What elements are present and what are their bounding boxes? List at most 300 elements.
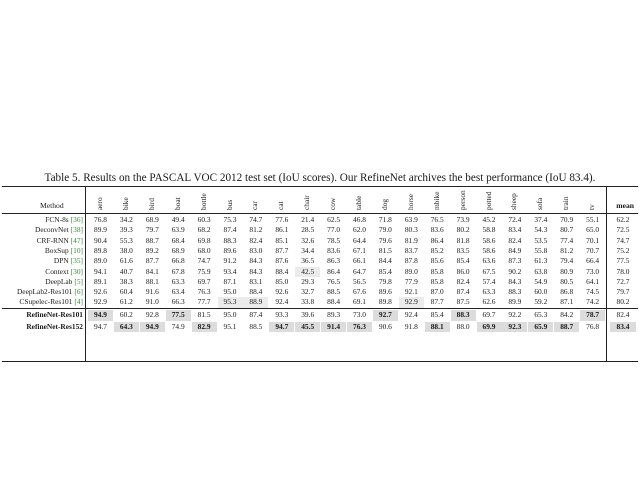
value-cell: 74.5 [586, 287, 600, 297]
value-cell: 86.8 [560, 287, 574, 297]
column-header [277, 187, 287, 213]
value-cell: 60.0 [534, 287, 548, 297]
method-citation: [6] [74, 287, 83, 297]
value-cell: 80.3 [404, 225, 418, 235]
value-cell: 75.3 [223, 215, 237, 224]
column-header [200, 187, 210, 213]
value-cell: 76.5 [327, 276, 341, 286]
value-cell: 76.3 [347, 322, 372, 333]
value-cell: 63.3 [171, 276, 185, 286]
value-cell: 88.7 [554, 322, 579, 333]
method-citation: [38] [70, 225, 83, 235]
value-cell: 63.9 [404, 215, 418, 224]
value-cell: 68.9 [145, 215, 159, 224]
value-cell: 89.3 [327, 310, 341, 319]
column-header [251, 187, 261, 213]
value-cell: 92.9 [94, 297, 107, 307]
value-cell: 81.5 [197, 310, 211, 319]
value-cell: 87.4 [456, 287, 470, 297]
column-header [562, 187, 572, 213]
column-header [588, 187, 598, 213]
column-header-label: bottle [198, 193, 208, 210]
results-table [2, 186, 638, 362]
value-cell: 87.0 [430, 287, 444, 297]
value-cell: 55.1 [586, 215, 600, 224]
value-cell: 94.7 [94, 321, 107, 331]
value-cell: 88.3 [223, 235, 237, 245]
value-cell: 92.8 [145, 310, 159, 319]
column-header [174, 187, 184, 213]
column-header [355, 187, 365, 213]
table-row [2, 246, 638, 257]
value-cell: 83.5 [456, 245, 470, 255]
value-cell: 89.2 [145, 245, 159, 255]
table-row [2, 225, 638, 236]
method-citation: [4] [74, 297, 83, 307]
value-cell: 70.9 [560, 215, 574, 224]
value-cell: 90.4 [94, 235, 107, 245]
value-cell: 76.5 [430, 215, 444, 224]
method-header: Method [40, 201, 64, 210]
table-row [2, 297, 638, 308]
column-header [459, 187, 469, 213]
value-cell: 79.0 [378, 225, 392, 235]
value-cell: 88.7 [145, 235, 159, 245]
value-cell: 91.4 [321, 322, 346, 333]
value-cell: 77.5 [166, 310, 191, 321]
column-header [96, 187, 106, 213]
value-cell: 77.4 [560, 235, 574, 245]
column-header-label: chair [302, 195, 312, 210]
mean-cell: 62.2 [616, 215, 630, 224]
value-cell: 90.2 [508, 266, 522, 276]
value-cell: 85.4 [430, 310, 444, 319]
table-caption: Table 5. Results on the PASCAL VOC 2012 test set (IoU scores). Our RefineNet archives the best performance (IoU 83.4). [44, 172, 596, 184]
value-cell: 95.1 [223, 321, 237, 331]
column-header-label: horse [405, 193, 415, 210]
mean-cell: 78.0 [616, 266, 630, 276]
column-header-label: bus [224, 199, 234, 210]
value-cell: 87.4 [223, 225, 237, 235]
value-cell: 63.4 [171, 287, 185, 297]
value-cell: 67.1 [353, 245, 366, 255]
column-header [536, 187, 546, 213]
method-name: BoxSup [44, 245, 69, 255]
value-cell: 85.4 [378, 266, 392, 276]
value-cell: 70.1 [586, 235, 600, 245]
method-cell [2, 236, 83, 247]
mean-header: mean [616, 201, 634, 210]
value-cell: 64.1 [586, 276, 600, 286]
column-header-label: table [354, 195, 363, 210]
value-cell: 89.8 [378, 297, 392, 307]
value-cell: 88.9 [243, 297, 268, 308]
value-cell: 21.4 [301, 215, 315, 224]
value-cell: 34.2 [119, 215, 133, 224]
value-cell: 77.0 [327, 225, 341, 235]
value-cell: 88.4 [249, 287, 263, 297]
value-cell: 86.1 [275, 225, 289, 235]
method-name: DeepLab [45, 276, 73, 286]
value-cell: 82.4 [249, 235, 263, 245]
value-cell: 58.6 [482, 235, 496, 245]
value-cell: 69.7 [482, 310, 496, 319]
column-header [226, 187, 236, 213]
value-cell: 92.4 [275, 297, 289, 307]
value-cell: 72.4 [508, 215, 522, 224]
value-cell: 88.1 [145, 276, 159, 286]
column-header-label: dog [379, 198, 389, 210]
value-cell: 45.2 [482, 215, 496, 224]
method-cell [2, 297, 83, 308]
value-cell: 40.7 [119, 266, 133, 276]
value-cell: 62.5 [327, 215, 341, 224]
value-cell: 60.2 [119, 310, 133, 319]
column-header [381, 187, 391, 213]
value-cell: 88.0 [456, 321, 470, 331]
value-cell: 86.0 [456, 266, 470, 276]
value-cell: 77.6 [275, 215, 289, 224]
value-cell: 65.9 [528, 322, 553, 333]
value-cell: 67.5 [482, 266, 496, 276]
value-cell: 84.2 [560, 310, 574, 319]
method-name: RefineNet-Res152 [26, 321, 83, 331]
value-cell: 89.0 [94, 256, 107, 266]
value-cell: 73.9 [456, 215, 470, 224]
value-cell: 88.4 [327, 297, 341, 307]
value-cell: 80.7 [560, 225, 574, 235]
value-cell: 55.8 [534, 245, 548, 255]
value-cell: 81.9 [404, 235, 418, 245]
value-cell: 54.3 [534, 225, 548, 235]
column-header [303, 187, 313, 213]
value-cell: 94.9 [140, 322, 165, 333]
value-cell: 57.4 [482, 276, 496, 286]
column-header [510, 187, 520, 213]
value-cell: 87.6 [275, 256, 289, 266]
value-cell: 39.6 [301, 310, 315, 319]
method-cell [2, 267, 83, 278]
method-cell [2, 322, 83, 333]
column-header-label: bird [146, 198, 156, 210]
value-cell: 62.0 [353, 225, 366, 235]
value-cell: 89.9 [508, 297, 522, 307]
value-cell: 85.1 [275, 235, 289, 245]
value-cell: 42.5 [295, 267, 320, 278]
value-cell: 84.1 [145, 266, 159, 276]
value-cell: 87.7 [275, 245, 289, 255]
value-cell: 61.6 [119, 256, 133, 266]
column-header [329, 187, 339, 213]
method-citation: [47] [70, 235, 83, 245]
method-cell [2, 256, 83, 267]
column-header-label: tv [587, 204, 597, 210]
column-header-label: train [561, 196, 571, 210]
value-cell: 64.3 [114, 322, 139, 333]
mean-cell: 80.2 [616, 297, 630, 307]
method-name: FCN-8s [45, 215, 69, 224]
value-cell: 85.2 [430, 245, 444, 255]
column-header-label: person [457, 190, 467, 210]
value-cell: 79.4 [560, 256, 574, 266]
value-cell: 84.3 [249, 256, 263, 266]
value-cell: 81.2 [249, 225, 263, 235]
value-cell: 78.7 [580, 310, 605, 321]
value-cell: 67.6 [353, 287, 366, 297]
value-cell: 87.8 [404, 256, 418, 266]
table-row [2, 256, 638, 267]
value-cell: 39.3 [119, 225, 133, 235]
column-header [122, 187, 132, 213]
value-cell: 60.3 [197, 215, 211, 224]
value-cell: 56.5 [353, 276, 366, 286]
value-cell: 94.1 [94, 266, 107, 276]
value-cell: 86.4 [327, 266, 341, 276]
value-cell: 88.3 [508, 287, 522, 297]
value-cell: 81.8 [456, 235, 470, 245]
value-cell: 87.3 [508, 256, 522, 266]
value-cell: 78.5 [327, 235, 341, 245]
value-cell: 71.8 [378, 215, 392, 224]
mean-cell: 75.2 [616, 245, 630, 255]
table-row [2, 310, 638, 321]
value-cell: 34.4 [301, 245, 315, 255]
method-cell [2, 215, 83, 226]
value-cell: 58.6 [482, 245, 496, 255]
method-cell [2, 277, 83, 288]
value-cell: 86.4 [430, 235, 444, 245]
value-cell: 91.0 [145, 297, 159, 307]
value-cell: 69.8 [197, 235, 211, 245]
column-header-label: sofa [535, 197, 545, 210]
value-cell: 83.6 [327, 245, 341, 255]
table-row [2, 215, 638, 226]
method-name: DeepLab2-Res101 [16, 287, 73, 297]
value-cell: 91.6 [145, 287, 159, 297]
column-header [407, 187, 417, 213]
value-cell: 80.9 [560, 266, 574, 276]
method-citation: [35] [70, 256, 83, 266]
value-cell: 92.2 [508, 310, 522, 319]
table-header [2, 187, 638, 214]
value-cell: 37.4 [534, 215, 548, 224]
value-cell: 85.0 [275, 276, 289, 286]
value-cell: 83.4 [508, 225, 522, 235]
value-cell: 85.8 [430, 266, 444, 276]
table-row [2, 236, 638, 247]
value-cell: 74.9 [171, 321, 185, 331]
value-cell: 81.5 [378, 245, 392, 255]
column-divider-method [85, 187, 86, 361]
value-cell: 82.4 [508, 235, 522, 245]
method-name: DeconvNet [35, 225, 69, 235]
value-cell: 64.4 [353, 235, 366, 245]
value-cell: 95.0 [223, 287, 237, 297]
value-cell: 84.3 [508, 276, 522, 286]
value-cell: 75.9 [197, 266, 211, 276]
value-cell: 69.1 [353, 297, 366, 307]
value-cell: 87.5 [456, 297, 470, 307]
column-header-label: cow [328, 197, 338, 210]
value-cell: 91.2 [223, 256, 237, 266]
value-cell: 92.9 [399, 297, 424, 308]
method-name: CSupelec-Res101 [19, 297, 73, 307]
value-cell: 53.5 [534, 235, 548, 245]
value-cell: 85.8 [430, 276, 444, 286]
column-header-label: potted [483, 191, 493, 210]
value-cell: 92.6 [275, 287, 289, 297]
value-cell: 66.1 [353, 256, 366, 266]
value-cell: 84.3 [249, 266, 263, 276]
value-cell: 46.8 [353, 215, 366, 224]
value-cell: 60.4 [119, 287, 133, 297]
value-cell: 85.4 [456, 256, 470, 266]
value-cell: 94.9 [88, 310, 113, 321]
column-header-label: car [250, 200, 260, 210]
value-cell: 73.0 [586, 266, 600, 276]
value-cell: 93.3 [275, 310, 289, 319]
value-cell: 92.3 [502, 322, 527, 333]
value-cell: 89.6 [223, 245, 237, 255]
value-cell: 28.5 [301, 225, 315, 235]
value-cell: 89.0 [404, 266, 418, 276]
value-cell: 65.3 [534, 310, 548, 319]
value-cell: 87.1 [560, 297, 574, 307]
column-header [485, 187, 495, 213]
mean-cell: 72.7 [616, 276, 630, 286]
value-cell: 77.9 [404, 276, 418, 286]
value-cell: 76.8 [94, 215, 107, 224]
value-cell: 88.5 [327, 287, 341, 297]
value-cell: 79.7 [145, 225, 159, 235]
table-row [2, 322, 638, 333]
mean-cell: 83.4 [610, 322, 636, 333]
value-cell: 63.8 [534, 266, 548, 276]
value-cell: 92.6 [94, 287, 107, 297]
value-cell: 83.7 [404, 245, 418, 255]
value-cell: 95.0 [223, 310, 237, 319]
value-cell: 73.0 [353, 310, 366, 319]
value-cell: 32.6 [301, 235, 315, 245]
method-cell [2, 310, 83, 321]
value-cell: 84.4 [378, 256, 392, 266]
value-cell: 61.3 [534, 256, 548, 266]
value-cell: 69.9 [477, 322, 502, 333]
value-cell: 83.6 [430, 225, 444, 235]
value-cell: 66.8 [171, 256, 185, 266]
mean-cell: 74.7 [616, 235, 630, 245]
mean-cell: 79.7 [616, 287, 630, 297]
method-citation: [36] [70, 215, 83, 224]
value-cell: 92.7 [373, 310, 398, 321]
value-cell: 92.1 [404, 287, 418, 297]
value-cell: 65.0 [586, 225, 600, 235]
method-name: CRF-RNN [36, 235, 69, 245]
value-cell: 89.8 [94, 245, 107, 255]
value-cell: 92.4 [404, 310, 418, 319]
value-cell: 38.3 [119, 276, 133, 286]
value-cell: 63.6 [482, 256, 496, 266]
value-cell: 76.8 [586, 321, 600, 331]
value-cell: 45.5 [295, 322, 320, 333]
value-cell: 93.4 [223, 266, 237, 276]
value-cell: 89.9 [94, 225, 107, 235]
value-cell: 76.3 [197, 287, 211, 297]
column-header-label: cat [276, 201, 286, 210]
method-citation: [5] [74, 276, 83, 286]
column-header-label: sheep [509, 193, 519, 210]
value-cell: 90.6 [378, 321, 392, 331]
value-cell: 84.9 [508, 245, 522, 255]
column-header [433, 187, 443, 213]
value-cell: 77.7 [197, 297, 211, 307]
value-cell: 68.9 [171, 245, 185, 255]
value-cell: 91.8 [404, 321, 418, 331]
value-cell: 29.3 [301, 276, 315, 286]
value-cell: 85.6 [430, 256, 444, 266]
column-header-label: mbike [431, 191, 441, 210]
value-cell: 80.5 [560, 276, 574, 286]
value-cell: 69.7 [197, 276, 211, 286]
value-cell: 38.0 [119, 245, 133, 255]
table-row [2, 277, 638, 288]
value-cell: 66.4 [586, 256, 600, 266]
method-name: Context [45, 266, 69, 276]
value-cell: 81.2 [560, 245, 574, 255]
method-name: RefineNet-Res101 [26, 310, 83, 319]
section-divider [2, 308, 638, 309]
value-cell: 79.8 [378, 276, 392, 286]
value-cell: 55.3 [119, 235, 133, 245]
method-name: DPN [53, 256, 69, 266]
value-cell: 49.4 [171, 215, 185, 224]
value-cell: 68.4 [171, 235, 185, 245]
column-header-label: aero [95, 197, 104, 210]
value-cell: 82.9 [192, 322, 217, 333]
value-cell: 63.9 [171, 225, 185, 235]
value-cell: 80.2 [456, 225, 470, 235]
value-cell: 87.1 [223, 276, 237, 286]
value-cell: 68.0 [197, 245, 211, 255]
value-cell: 74.2 [586, 297, 600, 307]
value-cell: 95.3 [218, 297, 243, 308]
value-cell: 36.5 [301, 256, 315, 266]
column-header-label: boat [172, 197, 182, 210]
value-cell: 67.8 [171, 266, 185, 276]
value-cell: 88.5 [249, 321, 263, 331]
value-cell: 61.2 [119, 297, 133, 307]
value-cell: 62.6 [482, 297, 496, 307]
value-cell: 59.2 [534, 297, 548, 307]
value-cell: 63.3 [482, 287, 496, 297]
value-cell: 32.7 [301, 287, 315, 297]
mean-cell: 82.4 [616, 310, 630, 319]
value-cell: 58.8 [482, 225, 496, 235]
value-cell: 89.6 [378, 287, 392, 297]
value-cell: 70.7 [586, 245, 600, 255]
method-cell [2, 287, 83, 298]
value-cell: 64.7 [353, 266, 366, 276]
value-cell: 88.1 [425, 322, 450, 333]
value-cell: 66.3 [171, 297, 185, 307]
value-cell: 87.7 [145, 256, 159, 266]
column-header-label: bike [120, 197, 130, 210]
value-cell: 54.9 [534, 276, 548, 286]
value-cell: 86.3 [327, 256, 341, 266]
table-row [2, 267, 638, 278]
value-cell: 33.8 [301, 297, 315, 307]
value-cell: 88.4 [275, 266, 289, 276]
